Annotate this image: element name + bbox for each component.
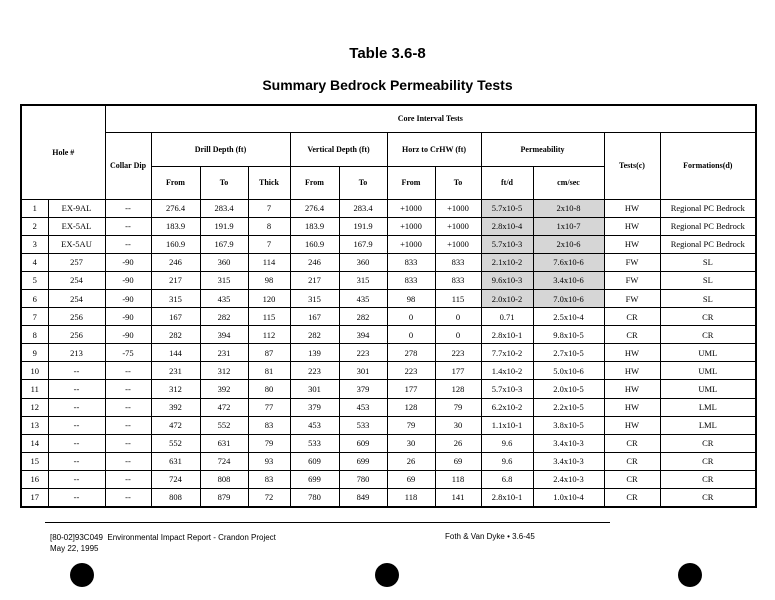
hole-cell: -- [48, 470, 105, 488]
table-row [21, 289, 756, 307]
vertical-from-cell: 453 [290, 416, 339, 434]
drill-to-cell: 167.9 [200, 235, 248, 253]
vertical-from-cell: 223 [290, 362, 339, 380]
horz-from-cell: +1000 [387, 235, 435, 253]
drill-to-cell: 724 [200, 452, 248, 470]
horz-from-cell: +1000 [387, 199, 435, 217]
drill-to-cell: 879 [200, 489, 248, 507]
header-cm-per-sec: cm/sec [533, 166, 604, 199]
header-horz-to: To [435, 166, 481, 199]
row-number-cell: 2 [21, 217, 48, 235]
table-title: Summary Bedrock Permeability Tests [262, 77, 513, 93]
thick-cell: 93 [248, 452, 290, 470]
horz-to-cell: +1000 [435, 199, 481, 217]
hole-cell: 256 [48, 308, 105, 326]
table-row [21, 380, 756, 398]
vertical-to-cell: 167.9 [339, 235, 387, 253]
horz-from-cell: +1000 [387, 217, 435, 235]
thick-cell: 77 [248, 398, 290, 416]
header-drill-to: To [200, 166, 248, 199]
horz-to-cell: 0 [435, 326, 481, 344]
vertical-to-cell: 315 [339, 271, 387, 289]
perm-ft-d-cell: 9.6 [481, 452, 533, 470]
vertical-to-cell: 282 [339, 308, 387, 326]
table-row [21, 416, 756, 434]
collar-dip-cell: -- [105, 489, 151, 507]
hole-cell: EX-9AL [48, 199, 105, 217]
horz-from-cell: 0 [387, 308, 435, 326]
horz-to-cell: 833 [435, 253, 481, 271]
horz-from-cell: 30 [387, 434, 435, 452]
formation-cell: Regional PC Bedrock [660, 235, 756, 253]
drill-from-cell: 312 [151, 380, 200, 398]
perm-cm-sec-cell: 2.5x10-4 [533, 308, 604, 326]
vertical-to-cell: 360 [339, 253, 387, 271]
vertical-from-cell: 183.9 [290, 217, 339, 235]
table-row [21, 344, 756, 362]
perm-ft-d-cell: 5.7x10-3 [481, 380, 533, 398]
table-row [21, 434, 756, 452]
header-vertical-to: To [339, 166, 387, 199]
formation-cell: Regional PC Bedrock [660, 217, 756, 235]
horz-from-cell: 177 [387, 380, 435, 398]
thick-cell: 83 [248, 416, 290, 434]
formation-cell: CR [660, 489, 756, 507]
vertical-to-cell: 394 [339, 326, 387, 344]
vertical-to-cell: 435 [339, 289, 387, 307]
drill-to-cell: 808 [200, 470, 248, 488]
header-core-interval: Core Interval Tests [105, 105, 756, 132]
horz-from-cell: 98 [387, 289, 435, 307]
row-number-cell: 5 [21, 271, 48, 289]
formation-cell: SL [660, 271, 756, 289]
collar-dip-cell: -75 [105, 344, 151, 362]
vertical-to-cell: 533 [339, 416, 387, 434]
hole-cell: EX-5AL [48, 217, 105, 235]
binder-hole [375, 563, 399, 587]
formation-cell: UML [660, 380, 756, 398]
horz-from-cell: 223 [387, 362, 435, 380]
thick-cell: 8 [248, 217, 290, 235]
hole-cell: 257 [48, 253, 105, 271]
row-number-cell: 17 [21, 489, 48, 507]
thick-cell: 83 [248, 470, 290, 488]
formation-cell: LML [660, 416, 756, 434]
vertical-to-cell: 283.4 [339, 199, 387, 217]
formation-cell: CR [660, 434, 756, 452]
table-row [21, 452, 756, 470]
thick-cell: 72 [248, 489, 290, 507]
formation-cell: CR [660, 326, 756, 344]
horz-to-cell: 833 [435, 271, 481, 289]
drill-to-cell: 191.9 [200, 217, 248, 235]
perm-cm-sec-cell: 5.0x10-6 [533, 362, 604, 380]
row-number-cell: 16 [21, 470, 48, 488]
perm-cm-sec-cell: 3.8x10-5 [533, 416, 604, 434]
drill-to-cell: 231 [200, 344, 248, 362]
vertical-from-cell: 609 [290, 452, 339, 470]
vertical-from-cell: 315 [290, 289, 339, 307]
tests-cell: CR [604, 308, 660, 326]
perm-cm-sec-cell: 1x10-7 [533, 217, 604, 235]
row-number-cell: 6 [21, 289, 48, 307]
drill-from-cell: 631 [151, 452, 200, 470]
collar-dip-cell: -- [105, 380, 151, 398]
tests-cell: FW [604, 271, 660, 289]
vertical-to-cell: 191.9 [339, 217, 387, 235]
row-number-cell: 4 [21, 253, 48, 271]
footer-date: May 22, 1995 [50, 544, 99, 553]
formation-cell: LML [660, 398, 756, 416]
header-vertical-depth: Vertical Depth (ft) [290, 132, 387, 166]
footer-left [50, 532, 276, 554]
perm-ft-d-cell: 2.8x10-4 [481, 217, 533, 235]
thick-cell: 112 [248, 326, 290, 344]
tests-cell: HW [604, 217, 660, 235]
formation-cell: UML [660, 344, 756, 362]
header-horz-to-crhw: Horz to CrHW (ft) [387, 132, 481, 166]
table-row [21, 271, 756, 289]
header-hole: Hole # [21, 105, 105, 199]
table-row [21, 398, 756, 416]
hole-cell: 254 [48, 271, 105, 289]
drill-from-cell: 167 [151, 308, 200, 326]
header-collar-dip: Collar Dip [105, 132, 151, 199]
thick-cell: 115 [248, 308, 290, 326]
vertical-from-cell: 139 [290, 344, 339, 362]
perm-cm-sec-cell: 2x10-8 [533, 199, 604, 217]
drill-to-cell: 315 [200, 271, 248, 289]
hole-cell: EX-5AU [48, 235, 105, 253]
thick-cell: 98 [248, 271, 290, 289]
perm-ft-d-cell: 2.8x10-1 [481, 489, 533, 507]
drill-from-cell: 392 [151, 398, 200, 416]
drill-to-cell: 631 [200, 434, 248, 452]
thick-cell: 114 [248, 253, 290, 271]
vertical-from-cell: 533 [290, 434, 339, 452]
drill-from-cell: 315 [151, 289, 200, 307]
binder-hole [70, 563, 94, 587]
perm-ft-d-cell: 2.8x10-1 [481, 326, 533, 344]
collar-dip-cell: -- [105, 470, 151, 488]
footer-report-line: [80-02]93C049 Environmental Impact Report - Crandon Project [50, 533, 276, 542]
tests-cell: CR [604, 326, 660, 344]
horz-from-cell: 26 [387, 452, 435, 470]
drill-to-cell: 394 [200, 326, 248, 344]
table-row [21, 362, 756, 380]
thick-cell: 120 [248, 289, 290, 307]
tests-cell: FW [604, 289, 660, 307]
vertical-from-cell: 379 [290, 398, 339, 416]
hole-cell: -- [48, 362, 105, 380]
perm-cm-sec-cell: 7.0x10-6 [533, 289, 604, 307]
collar-dip-cell: -- [105, 235, 151, 253]
collar-dip-cell: -- [105, 434, 151, 452]
vertical-to-cell: 223 [339, 344, 387, 362]
permeability-table [20, 104, 757, 508]
thick-cell: 80 [248, 380, 290, 398]
formation-cell: CR [660, 470, 756, 488]
formation-cell: SL [660, 253, 756, 271]
table-row [21, 489, 756, 507]
hole-cell: -- [48, 398, 105, 416]
drill-to-cell: 360 [200, 253, 248, 271]
header-drill-from: From [151, 166, 200, 199]
thick-cell: 7 [248, 199, 290, 217]
horz-to-cell: 30 [435, 416, 481, 434]
collar-dip-cell: -- [105, 199, 151, 217]
horz-to-cell: 115 [435, 289, 481, 307]
collar-dip-cell: -- [105, 452, 151, 470]
tests-cell: CR [604, 452, 660, 470]
table-row [21, 199, 756, 217]
hole-cell: -- [48, 489, 105, 507]
hole-cell: 256 [48, 326, 105, 344]
table-row [21, 217, 756, 235]
drill-from-cell: 217 [151, 271, 200, 289]
perm-ft-d-cell: 9.6 [481, 434, 533, 452]
tests-cell: CR [604, 434, 660, 452]
perm-cm-sec-cell: 3.4x10-3 [533, 434, 604, 452]
table-row [21, 470, 756, 488]
collar-dip-cell: -90 [105, 271, 151, 289]
perm-cm-sec-cell: 2.4x10-3 [533, 470, 604, 488]
horz-from-cell: 79 [387, 416, 435, 434]
horz-to-cell: +1000 [435, 235, 481, 253]
vertical-to-cell: 453 [339, 398, 387, 416]
vertical-from-cell: 276.4 [290, 199, 339, 217]
hole-cell: 254 [48, 289, 105, 307]
horz-to-cell: 69 [435, 452, 481, 470]
perm-cm-sec-cell: 7.6x10-6 [533, 253, 604, 271]
horz-to-cell: 79 [435, 398, 481, 416]
drill-from-cell: 276.4 [151, 199, 200, 217]
perm-ft-d-cell: 5.7x10-5 [481, 199, 533, 217]
drill-from-cell: 246 [151, 253, 200, 271]
drill-to-cell: 392 [200, 380, 248, 398]
horz-to-cell: 0 [435, 308, 481, 326]
row-number-cell: 10 [21, 362, 48, 380]
vertical-from-cell: 699 [290, 470, 339, 488]
perm-ft-d-cell: 0.71 [481, 308, 533, 326]
drill-to-cell: 472 [200, 398, 248, 416]
table-row [21, 326, 756, 344]
horz-from-cell: 118 [387, 489, 435, 507]
drill-to-cell: 282 [200, 308, 248, 326]
thick-cell: 7 [248, 235, 290, 253]
horz-to-cell: 141 [435, 489, 481, 507]
header-formations: Formations(d) [660, 132, 756, 199]
row-number-cell: 13 [21, 416, 48, 434]
tests-cell: HW [604, 344, 660, 362]
perm-cm-sec-cell: 2.0x10-5 [533, 380, 604, 398]
row-number-cell: 11 [21, 380, 48, 398]
header-drill-depth: Drill Depth (ft) [151, 132, 290, 166]
collar-dip-cell: -90 [105, 326, 151, 344]
perm-cm-sec-cell: 2x10-6 [533, 235, 604, 253]
collar-dip-cell: -- [105, 362, 151, 380]
table-row [21, 235, 756, 253]
collar-dip-cell: -- [105, 217, 151, 235]
drill-to-cell: 283.4 [200, 199, 248, 217]
row-number-cell: 1 [21, 199, 48, 217]
horz-from-cell: 833 [387, 253, 435, 271]
tests-cell: HW [604, 199, 660, 217]
horz-to-cell: 177 [435, 362, 481, 380]
perm-cm-sec-cell: 2.2x10-5 [533, 398, 604, 416]
drill-from-cell: 472 [151, 416, 200, 434]
horz-from-cell: 69 [387, 470, 435, 488]
formation-cell: CR [660, 308, 756, 326]
drill-from-cell: 724 [151, 470, 200, 488]
drill-from-cell: 144 [151, 344, 200, 362]
header-horz-from: From [387, 166, 435, 199]
row-number-cell: 14 [21, 434, 48, 452]
tests-cell: HW [604, 362, 660, 380]
horz-from-cell: 278 [387, 344, 435, 362]
perm-ft-d-cell: 1.4x10-2 [481, 362, 533, 380]
horz-to-cell: 118 [435, 470, 481, 488]
drill-to-cell: 552 [200, 416, 248, 434]
horz-from-cell: 833 [387, 271, 435, 289]
drill-to-cell: 435 [200, 289, 248, 307]
vertical-to-cell: 699 [339, 452, 387, 470]
horz-from-cell: 0 [387, 326, 435, 344]
vertical-to-cell: 849 [339, 489, 387, 507]
formation-cell: SL [660, 289, 756, 307]
perm-cm-sec-cell: 9.8x10-5 [533, 326, 604, 344]
row-number-cell: 12 [21, 398, 48, 416]
formation-cell: UML [660, 362, 756, 380]
footer-rule [45, 522, 610, 523]
row-number-cell: 9 [21, 344, 48, 362]
binder-hole [678, 563, 702, 587]
perm-ft-d-cell: 7.7x10-2 [481, 344, 533, 362]
thick-cell: 87 [248, 344, 290, 362]
hole-cell: -- [48, 452, 105, 470]
row-number-cell: 8 [21, 326, 48, 344]
perm-cm-sec-cell: 2.7x10-5 [533, 344, 604, 362]
vertical-from-cell: 160.9 [290, 235, 339, 253]
vertical-to-cell: 609 [339, 434, 387, 452]
header-permeability: Permeability [481, 132, 604, 166]
drill-from-cell: 282 [151, 326, 200, 344]
vertical-from-cell: 246 [290, 253, 339, 271]
hole-cell: -- [48, 434, 105, 452]
horz-to-cell: 26 [435, 434, 481, 452]
tests-cell: HW [604, 235, 660, 253]
table-number: Table 3.6-8 [349, 45, 426, 62]
perm-ft-d-cell: 5.7x10-3 [481, 235, 533, 253]
perm-cm-sec-cell: 1.0x10-4 [533, 489, 604, 507]
perm-ft-d-cell: 9.6x10-3 [481, 271, 533, 289]
row-number-cell: 15 [21, 452, 48, 470]
drill-from-cell: 808 [151, 489, 200, 507]
header-vertical-from: From [290, 166, 339, 199]
header-drill-thick: Thick [248, 166, 290, 199]
tests-cell: FW [604, 253, 660, 271]
collar-dip-cell: -90 [105, 308, 151, 326]
header-tests: Tests(c) [604, 132, 660, 199]
drill-from-cell: 183.9 [151, 217, 200, 235]
vertical-from-cell: 282 [290, 326, 339, 344]
tests-cell: CR [604, 489, 660, 507]
vertical-from-cell: 167 [290, 308, 339, 326]
tests-cell: HW [604, 380, 660, 398]
collar-dip-cell: -90 [105, 253, 151, 271]
perm-cm-sec-cell: 3.4x10-6 [533, 271, 604, 289]
tests-cell: HW [604, 416, 660, 434]
horz-from-cell: 128 [387, 398, 435, 416]
table-row [21, 308, 756, 326]
hole-cell: -- [48, 380, 105, 398]
drill-from-cell: 160.9 [151, 235, 200, 253]
perm-cm-sec-cell: 3.4x10-3 [533, 452, 604, 470]
collar-dip-cell: -- [105, 398, 151, 416]
hole-cell: 213 [48, 344, 105, 362]
vertical-from-cell: 217 [290, 271, 339, 289]
horz-to-cell: 223 [435, 344, 481, 362]
perm-ft-d-cell: 1.1x10-1 [481, 416, 533, 434]
collar-dip-cell: -- [105, 416, 151, 434]
table-row [21, 253, 756, 271]
hole-cell: -- [48, 416, 105, 434]
horz-to-cell: 128 [435, 380, 481, 398]
vertical-to-cell: 780 [339, 470, 387, 488]
header-ft-per-d: ft/d [481, 166, 533, 199]
vertical-from-cell: 301 [290, 380, 339, 398]
row-number-cell: 7 [21, 308, 48, 326]
formation-cell: CR [660, 452, 756, 470]
perm-ft-d-cell: 6.8 [481, 470, 533, 488]
footer-page-ref: Foth & Van Dyke • 3.6-45 [445, 532, 535, 541]
vertical-to-cell: 379 [339, 380, 387, 398]
drill-to-cell: 312 [200, 362, 248, 380]
drill-from-cell: 231 [151, 362, 200, 380]
collar-dip-cell: -90 [105, 289, 151, 307]
perm-ft-d-cell: 2.1x10-2 [481, 253, 533, 271]
vertical-to-cell: 301 [339, 362, 387, 380]
perm-ft-d-cell: 6.2x10-2 [481, 398, 533, 416]
tests-cell: CR [604, 470, 660, 488]
tests-cell: HW [604, 398, 660, 416]
row-number-cell: 3 [21, 235, 48, 253]
thick-cell: 79 [248, 434, 290, 452]
formation-cell: Regional PC Bedrock [660, 199, 756, 217]
perm-ft-d-cell: 2.0x10-2 [481, 289, 533, 307]
vertical-from-cell: 780 [290, 489, 339, 507]
thick-cell: 81 [248, 362, 290, 380]
drill-from-cell: 552 [151, 434, 200, 452]
horz-to-cell: +1000 [435, 217, 481, 235]
